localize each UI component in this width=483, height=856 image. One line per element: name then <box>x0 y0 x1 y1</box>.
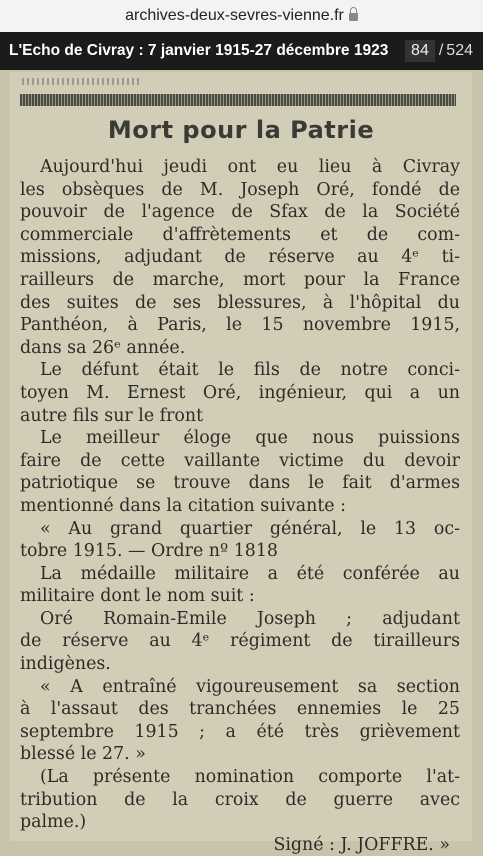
article-line: Le meilleur éloge que nous puissions <box>40 428 460 449</box>
article-line: Panthéon, à Paris, le 15 novembre 1915, <box>20 315 460 336</box>
page-current[interactable]: 84 <box>405 40 435 62</box>
article-line: pouvoir de l'agence de Sfax de la Société <box>20 202 460 223</box>
page-separator: / <box>438 42 444 59</box>
article-line: faire de cette vaillante victime du devoir <box>20 450 460 471</box>
article-line: tobre 1915. — Ordre nº 1818 <box>20 541 278 562</box>
decorative-rule-fragment <box>22 78 142 85</box>
page-total: 524 <box>446 42 473 59</box>
article-headline: Mort pour la Patrie <box>107 116 375 144</box>
document-title: L'Echo de Civray : 7 janvier 1915-27 décembre 1923 <box>9 42 389 59</box>
article-line: patriotique se trouve dans le fait d'armes <box>20 473 460 494</box>
article-line: à l'assaut des tranchées ennemies le 25 <box>20 699 460 720</box>
article-line: « Au grand quartier général, le 13 oc- <box>40 518 460 539</box>
viewer-header <box>0 32 483 70</box>
article-line: mentionné dans la citation suivante : <box>20 495 346 516</box>
article-line: les obsèques de M. Joseph Oré, fondé de <box>20 179 460 200</box>
article-signature: Signé : J. JOFFRE. » <box>273 834 450 855</box>
article-line: Aujourd'hui jeudi ont eu lieu à Civray <box>40 157 460 177</box>
article-line: indigènes. <box>20 654 111 675</box>
article-line: commerciale d'affrètements et de com- <box>20 224 460 245</box>
article-line: dans sa 26ᵉ année. <box>20 337 186 358</box>
article-line: La médaille militaire a été conférée au <box>40 563 460 584</box>
article-line: Oré Romain-Emile Joseph ; adjudant <box>40 608 460 629</box>
article-line: railleurs de marche, mort pour la France <box>20 269 460 290</box>
article-line: militaire dont le nom suit : <box>20 586 255 607</box>
article-line: (La présente nomination comporte l'at- <box>40 767 460 788</box>
article-line: des suites de ses blessures, à l'hôpital du <box>20 292 460 313</box>
article-line: de réserve au 4ᵉ régiment de tirailleurs <box>20 631 460 652</box>
article-line: autre fils sur le front <box>20 405 204 426</box>
article-line: palme.) <box>20 812 87 833</box>
article-line: tribution de la croix de guerre avec <box>20 789 460 810</box>
article-line: « A entraîné vigoureusement sa section <box>40 676 460 697</box>
article-line: Le défunt était le fils de notre conci- <box>40 360 460 381</box>
browser-address-bar[interactable] <box>0 0 483 32</box>
newspaper-scan <box>10 72 472 855</box>
article-line: septembre 1915 ; a été très grièvement <box>20 721 460 742</box>
url-text[interactable]: archives-deux-sevres-vienne.fr <box>125 7 344 24</box>
article-line: missions, adjudant de réserve au 4ᵉ ti- <box>20 247 460 268</box>
article-line: toyen M. Ernest Oré, ingénieur, qui a un <box>20 382 460 403</box>
article-body <box>20 156 460 856</box>
decorative-rule <box>20 94 456 106</box>
page-indicator[interactable] <box>405 39 473 63</box>
lock-icon <box>349 13 358 21</box>
article-line: blessé le 27. » <box>20 744 146 765</box>
